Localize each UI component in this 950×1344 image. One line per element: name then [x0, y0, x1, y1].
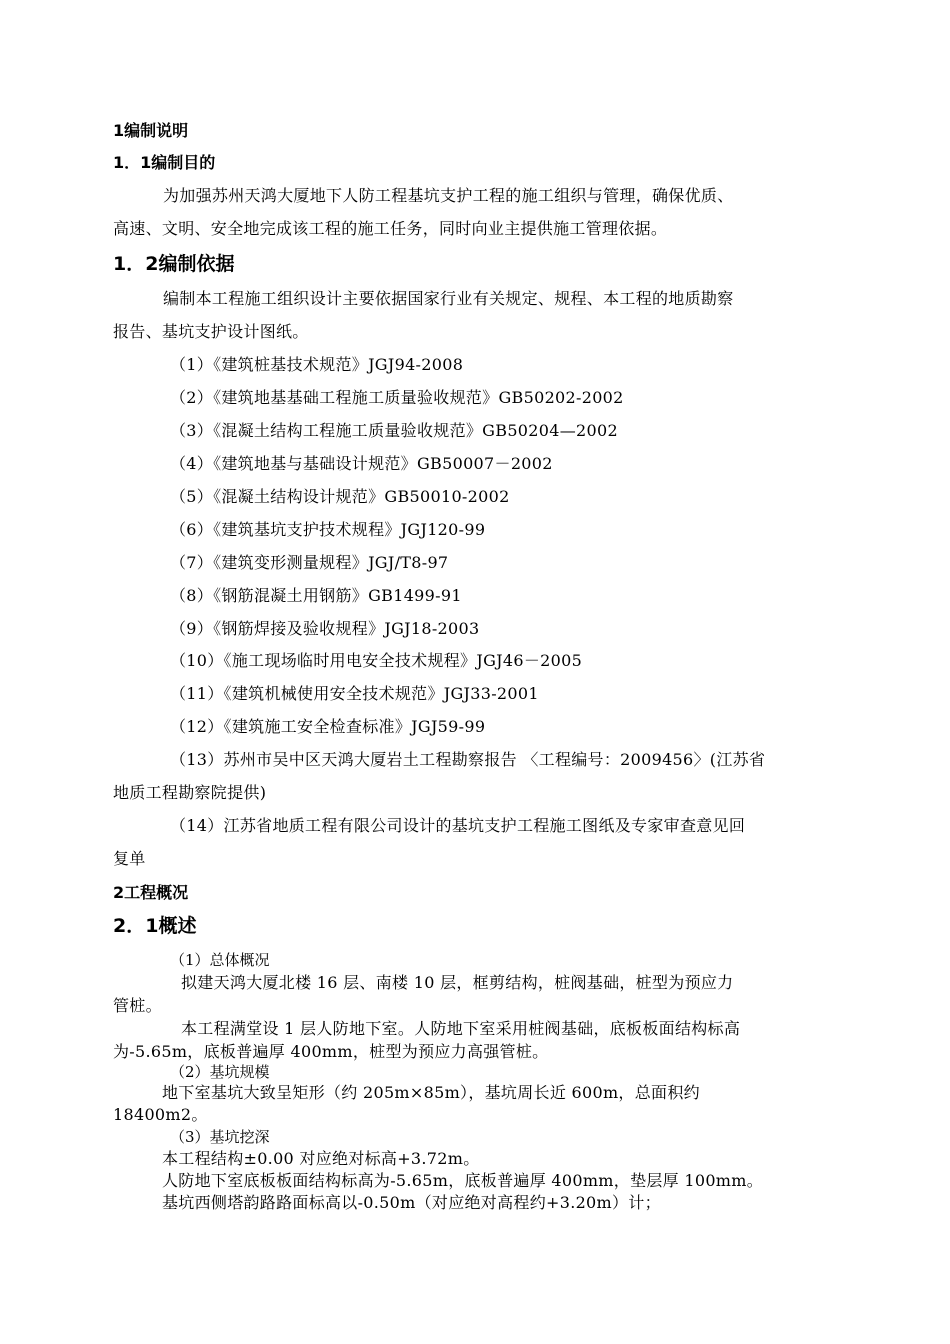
list-item: （1）《建筑桩基技术规范》JGJ94-2008	[170, 355, 464, 374]
list-item-continuation: 地质工程勘察院提供)	[113, 783, 267, 802]
subsection-title: （1）总体概况	[170, 951, 270, 969]
list-item: （14）江苏省地质工程有限公司设计的基坑支护工程施工图纸及专家审查意见回	[170, 816, 746, 835]
list-item: （6）《建筑基坑支护技术规程》JGJ120-99	[170, 520, 486, 539]
section-1-heading: 1编制说明	[113, 121, 189, 140]
subsection-title: （2）基坑规模	[170, 1063, 270, 1081]
section-2-heading: 2工程概况	[113, 883, 189, 902]
list-item: （4）《建筑地基与基础设计规范》GB50007－2002	[170, 454, 553, 473]
paragraph-line: 报告、基坑支护设计图纸。	[113, 322, 309, 341]
list-item: （2）《建筑地基基础工程施工质量验收规范》GB50202-2002	[170, 388, 624, 407]
paragraph-line: 为-5.65m，底板普遍厚 400mm，桩型为预应力高强管桩。	[113, 1042, 549, 1061]
list-item: （10）《施工现场临时用电安全技术规程》JGJ46－2005	[170, 651, 583, 670]
paragraph-line: 18400m2。	[113, 1105, 208, 1124]
paragraph-line: 管桩。	[113, 996, 162, 1015]
paragraph-line: 地下室基坑大致呈矩形（约 205m×85m），基坑周长近 600m，总面积约	[162, 1083, 700, 1102]
list-item: （5）《混凝土结构设计规范》GB50010-2002	[170, 487, 510, 506]
section-1-2-heading: 1．2编制依据	[113, 253, 235, 275]
list-item: （7）《建筑变形测量规程》JGJ/T8-97	[170, 553, 449, 572]
list-item-continuation: 复单	[113, 849, 146, 868]
list-item: （12）《建筑施工安全检查标准》JGJ59-99	[170, 717, 486, 736]
section-1-1-heading: 1．1编制目的	[113, 153, 216, 172]
paragraph-line: 为加强苏州天鸿大厦地下人防工程基坑支护工程的施工组织与管理，确保优质、	[163, 186, 734, 205]
section-2-1-heading: 2．1概述	[113, 915, 197, 937]
list-item: （8）《钢筋混凝土用钢筋》GB1499-91	[170, 586, 462, 605]
list-item: （13）苏州市吴中区天鸿大厦岩土工程勘察报告 〈工程编号：2009456〉(江苏省	[170, 750, 766, 769]
paragraph-line: 拟建天鸿大厦北楼 16 层、南楼 10 层，框剪结构，桩阀基础，桩型为预应力	[181, 973, 734, 992]
list-item: （9）《钢筋焊接及验收规程》JGJ18-2003	[170, 619, 480, 638]
list-item: （3）《混凝土结构工程施工质量验收规范》GB50204—2002	[170, 421, 618, 440]
paragraph-line: 本工程满堂设 1 层人防地下室。人防地下室采用桩阀基础，底板板面结构标高	[181, 1019, 741, 1038]
paragraph-line: 人防地下室底板板面结构标高为-5.65m，底板普遍厚 400mm，垫层厚 100mm。	[162, 1171, 764, 1190]
paragraph-line: 编制本工程施工组织设计主要依据国家行业有关规定、规程、本工程的地质勘察	[163, 289, 734, 308]
paragraph-line: 基坑西侧塔韵路路面标高以-0.50m（对应绝对高程约+3.20m）计；	[162, 1193, 661, 1212]
list-item: （11）《建筑机械使用安全技术规范》JGJ33-2001	[170, 684, 539, 703]
paragraph-line: 高速、文明、安全地完成该工程的施工任务，同时向业主提供施工管理依据。	[113, 219, 668, 238]
paragraph-line: 本工程结构±0.00 对应绝对标高+3.72m。	[162, 1149, 480, 1168]
subsection-title: （3）基坑挖深	[170, 1128, 270, 1146]
